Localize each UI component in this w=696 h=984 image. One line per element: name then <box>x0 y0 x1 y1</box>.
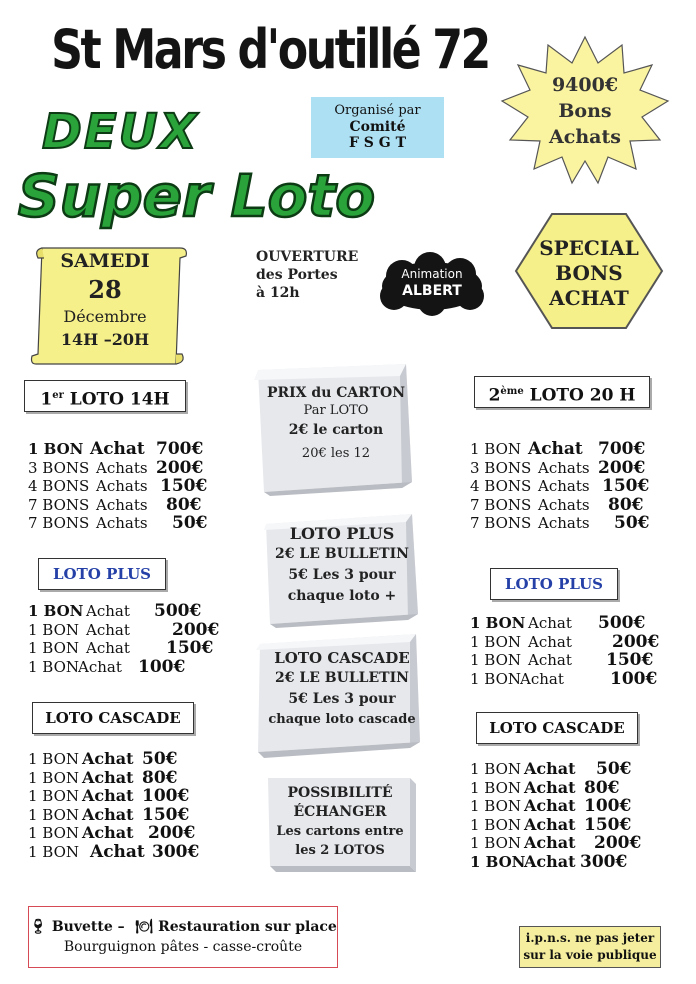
list-item: 7 BONS Achats 80€ <box>470 494 644 515</box>
plate-cutlery-icon: 🍽︎ <box>135 919 154 935</box>
list-item: 1 BON Achat 100€ <box>28 786 190 806</box>
list-item: 1 BON Achat 150€ <box>28 638 214 658</box>
exchange-box-text: POSSIBILITÉ ÉCHANGER Les cartons entre les 2 LOTOS <box>276 785 404 858</box>
loto1-cascade-list <box>28 750 199 861</box>
plus-box-text: LOTO PLUS 2€ LE BULLETIN 5€ Les 3 pour chaque loto + <box>275 524 409 604</box>
list-item: 1 BON Achat 500€ <box>28 601 202 621</box>
animation-text: Animation ALBERT <box>401 267 463 299</box>
date-scroll-text: SAMEDI 28 Décembre 14H –20H <box>60 250 150 349</box>
list-item: 1 BON Achat 200€ <box>28 823 196 843</box>
list-item: 1 BON Achat 80€ <box>470 777 620 798</box>
list-item: 1 BON Achat 80€ <box>28 767 178 788</box>
list-item: 1 BON Achat 500€ <box>470 613 646 633</box>
list-item: 1 BON Achat 200€ <box>28 619 220 640</box>
list-item: 1 BON Achat 700€ <box>470 439 646 459</box>
loto2-plus-title: LOTO PLUS <box>490 568 618 600</box>
list-item: 1 BON Achat 50€ <box>28 749 178 769</box>
list-item: 1 BON Achat 150€ <box>28 804 190 825</box>
list-item: 7 BONS Achats 50€ <box>470 513 650 533</box>
list-item: 1 BON Achat 300€ <box>28 841 200 862</box>
list-item: 3 BONS Achats 200€ <box>28 457 204 478</box>
headline-super-loto: Super Loto <box>18 162 376 230</box>
page-title: St Mars d'outillé 72 <box>51 18 489 81</box>
loto1-plus-list <box>28 602 219 676</box>
list-item: 1 BON Achat 200€ <box>470 833 642 853</box>
loto1-cascade-title: LOTO CASCADE <box>32 702 194 734</box>
list-item: 1 BONAchat 100€ <box>28 656 186 677</box>
litter-notice: i.p.n.s. ne pas jeter sur la voie publique <box>519 926 661 968</box>
list-item: 1 BON Achat 150€ <box>470 814 632 835</box>
list-item: 4 BONS Achats 150€ <box>470 476 650 496</box>
loto2-title: 2ème LOTO 20 H <box>474 376 650 408</box>
list-item: 4 BONS Achats 150€ <box>28 476 208 496</box>
list-item: 7 BONS Achats 50€ <box>28 513 208 533</box>
list-item: 1 BON Achat 100€ <box>470 796 632 816</box>
list-item: 1 BON Achat 150€ <box>470 650 654 670</box>
organizer-box: Organisé par Comité F S G T <box>311 97 444 158</box>
list-item: 1 BONAchat 300€ <box>470 851 628 872</box>
loto1-title: 1er LOTO 14H <box>24 380 186 412</box>
list-item: 1 BONAchat 100€ <box>470 668 658 689</box>
loto1-prize-list <box>28 440 208 533</box>
wine-glass-icon: 🍷︎ <box>29 919 47 935</box>
list-item: 3 BONS Achats 200€ <box>470 457 646 478</box>
refreshments-box: 🍷︎ Buvette – 🍽︎ Restauration sur place Bourguignon pâtes - casse-croûte <box>28 906 338 968</box>
loto2-plus-list <box>470 614 659 688</box>
prize-star-text: 9400€ Bons Achats <box>549 74 621 148</box>
carton-price-text: PRIX du CARTON Par LOTO 2€ le carton 20€ les 12 <box>266 385 406 461</box>
list-item: 1 BON Achat 700€ <box>28 439 204 459</box>
cascade-box-text: LOTO CASCADE 2€ LE BULLETIN 5€ Les 3 pour chaque loto cascade <box>268 649 416 727</box>
doors-opening: OUVERTURE des Portes à 12h <box>256 249 359 301</box>
list-item: 7 BONS Achats 80€ <box>28 494 202 515</box>
loto1-plus-title: LOTO PLUS <box>38 558 166 590</box>
headline-deux: DEUX <box>42 104 199 160</box>
list-item: 1 BON Achat 50€ <box>470 759 632 779</box>
special-text: SPECIAL BONS ACHAT <box>539 236 639 310</box>
loto2-cascade-list <box>470 760 641 871</box>
loto2-cascade-title: LOTO CASCADE <box>476 712 638 744</box>
list-item: 1 BON Achat 200€ <box>470 631 660 652</box>
loto2-prize-list <box>470 440 650 533</box>
